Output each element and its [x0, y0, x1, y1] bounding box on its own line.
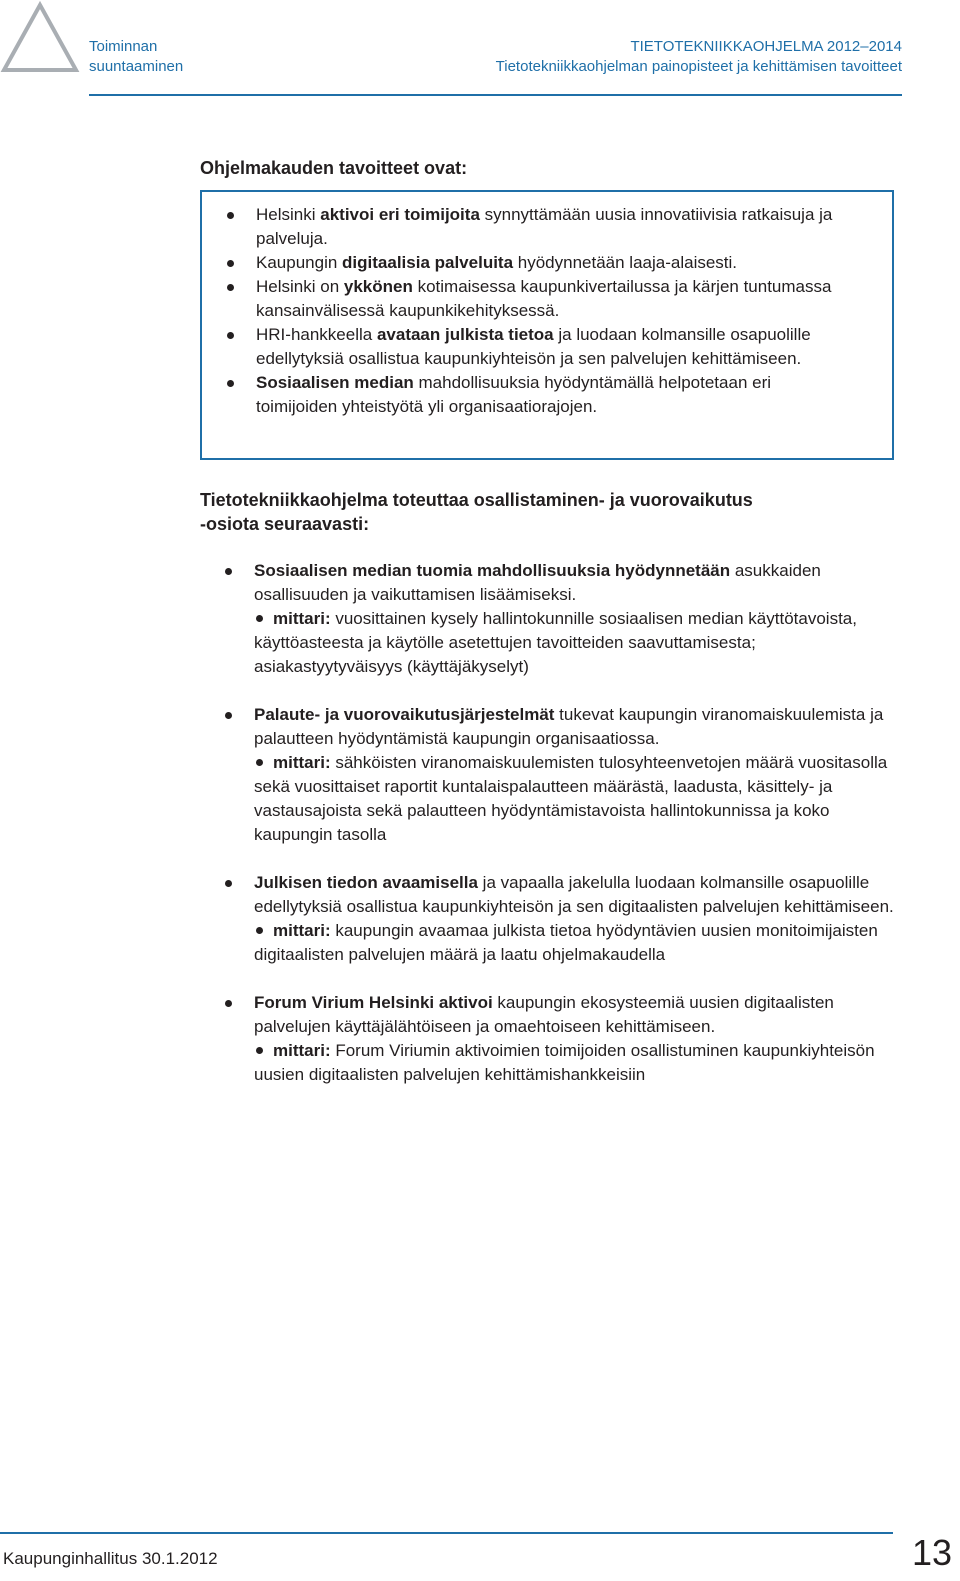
bullet-icon: [225, 568, 232, 575]
section-name-line1: Toiminnan: [89, 38, 158, 55]
implementation-list: [200, 559, 900, 1111]
goals-heading: Ohjelmakauden tavoitteet ovat:: [200, 158, 468, 178]
bullet-icon: [225, 880, 232, 887]
goal-item: Helsinki aktivoi eri toimijoita synnyttämään uusia innovatiivisia ratkaisuja ja palveluja.: [202, 203, 862, 251]
bullet-icon: [227, 380, 234, 387]
implementation-item: Sosiaalisen median tuomia mahdollisuuksia hyödynnetään asukkaiden osallisuuden ja vaikuttamisen lisäämiseksi. mittari: vuosittainen kysely hallintokunnille sosiaalisen median käyttötavoista, käyttöasteesta ja käytölle asetettujen tavoitteiden saavuttamisesta; asiakastyytyväisyys (käyttäjäkyselyt): [200, 559, 900, 679]
program-title: TIETOTEKNIIKKAOHJELMA 2012–2014: [630, 38, 902, 55]
bullet-icon: [227, 332, 234, 339]
implementation-item: Julkisen tiedon avaamisella ja vapaalla jakelulla luodaan kolmansille osapuolille edellytyksiä osallistua kaupunkiyhteisön ja sen digitaalisten palvelujen kehittämiseen. mittari: kaupungin avaamaa julkista tietoa hyödyntävien uusien monitoimijaisten digitaalisten palvelujen määrä ja laatu ohjelmakaudella: [200, 871, 900, 967]
metric-line: mittari: vuosittainen kysely hallintokunnille sosiaalisen median käyttötavoista, käyttöasteesta ja käytölle asetettujen tavoitteiden saavuttamisesta; asiakastyytyväisyys (käyttäjäkyselyt): [254, 609, 857, 676]
bullet-icon: [256, 759, 263, 766]
footer-issuer-date: Kaupunginhallitus 30.1.2012: [3, 1549, 218, 1568]
goal-item: Sosiaalisen median mahdollisuuksia hyödyntämällä helpotetaan eri toimijoiden yhteistyötä yli organisaatiorajojen.: [202, 371, 862, 419]
program-header: [496, 37, 902, 77]
goals-list: [202, 203, 862, 419]
goals-box: [200, 190, 894, 460]
metric-line: mittari: Forum Viriumin aktivoimien toimijoiden osallistuminen kaupunkiyhteisön uusien digitaalisten palvelujen kehittämishankkeisiin: [254, 1041, 875, 1084]
section-name-line2: suuntaaminen: [89, 58, 184, 75]
metric-line: mittari: kaupungin avaamaa julkista tietoa hyödyntävien uusien monitoimijaisten digitaalisten palvelujen määrä ja laatu ohjelmakaudella: [254, 921, 878, 964]
implementation-heading: Tietotekniikkaohjelma toteuttaa osallistaminen- ja vuorovaikutus -osiota seuraavasti:: [200, 490, 753, 534]
page-number: 13: [911, 1532, 952, 1573]
bullet-icon: [256, 615, 263, 622]
bullet-icon: [225, 1000, 232, 1007]
goal-item: HRI-hankkeella avataan julkista tietoa ja luodaan kolmansille osapuolille edellytyksiä osallistua kaupunkiyhteisön ja sen palvelujen kehittämiseen.: [202, 323, 862, 371]
program-subtitle: Tietotekniikkaohjelman painopisteet ja kehittämisen tavoitteet: [495, 58, 902, 75]
section-name: [89, 37, 183, 77]
bullet-icon: [256, 1047, 263, 1054]
bullet-icon: [256, 927, 263, 934]
bullet-icon: [227, 212, 234, 219]
triangle-logo-icon: [0, 0, 80, 75]
metric-line: mittari: sähköisten viranomaiskuulemisten tulosyhteenvetojen määrä vuositasolla sekä vuosittaiset raportit kuntalaispalautteen määrästä, laadusta, käsittely- ja vastausajoista sekä palautteen hyödyntämistavoista hallintokunnissa ja koko kaupungin tasolla: [254, 753, 888, 844]
bullet-icon: [225, 712, 232, 719]
implementation-item: Palaute- ja vuorovaikutusjärjestelmät tukevat kaupungin viranomaiskuulemista ja palautteen hyödyntämistä kaupungin organisaatiossa. mittari: sähköisten viranomaiskuulemisten tulosyhteenvetojen määrä vuositasolla sekä vuosittaiset raportit kuntalaispalautteen määrästä, laadusta, käsittely- ja vastausajoista sekä palautteen hyödyntämistavoista hallintokunnissa ja koko kaupungin tasolla: [200, 703, 900, 847]
bullet-icon: [227, 260, 234, 267]
header-divider: [89, 94, 902, 96]
implementation-item: Forum Virium Helsinki aktivoi kaupungin ekosysteemiä uusien digitaalisten palvelujen käyttäjälähtöiseen ja omaehtoiseen kehittämiseen. mittari: Forum Viriumin aktivoimien toimijoiden osallistuminen kaupunkiyhteisön uusien digitaalisten palvelujen kehittämishankkeisiin: [200, 991, 900, 1087]
goal-item: Kaupungin digitaalisia palveluita hyödynnetään laaja-alaisesti.: [202, 251, 862, 275]
bullet-icon: [227, 284, 234, 291]
goal-item: Helsinki on ykkönen kotimaisessa kaupunkivertailussa ja kärjen tuntumassa kansainvälisessä kaupunkikehityksessä.: [202, 275, 862, 323]
footer-divider: [0, 1532, 893, 1534]
